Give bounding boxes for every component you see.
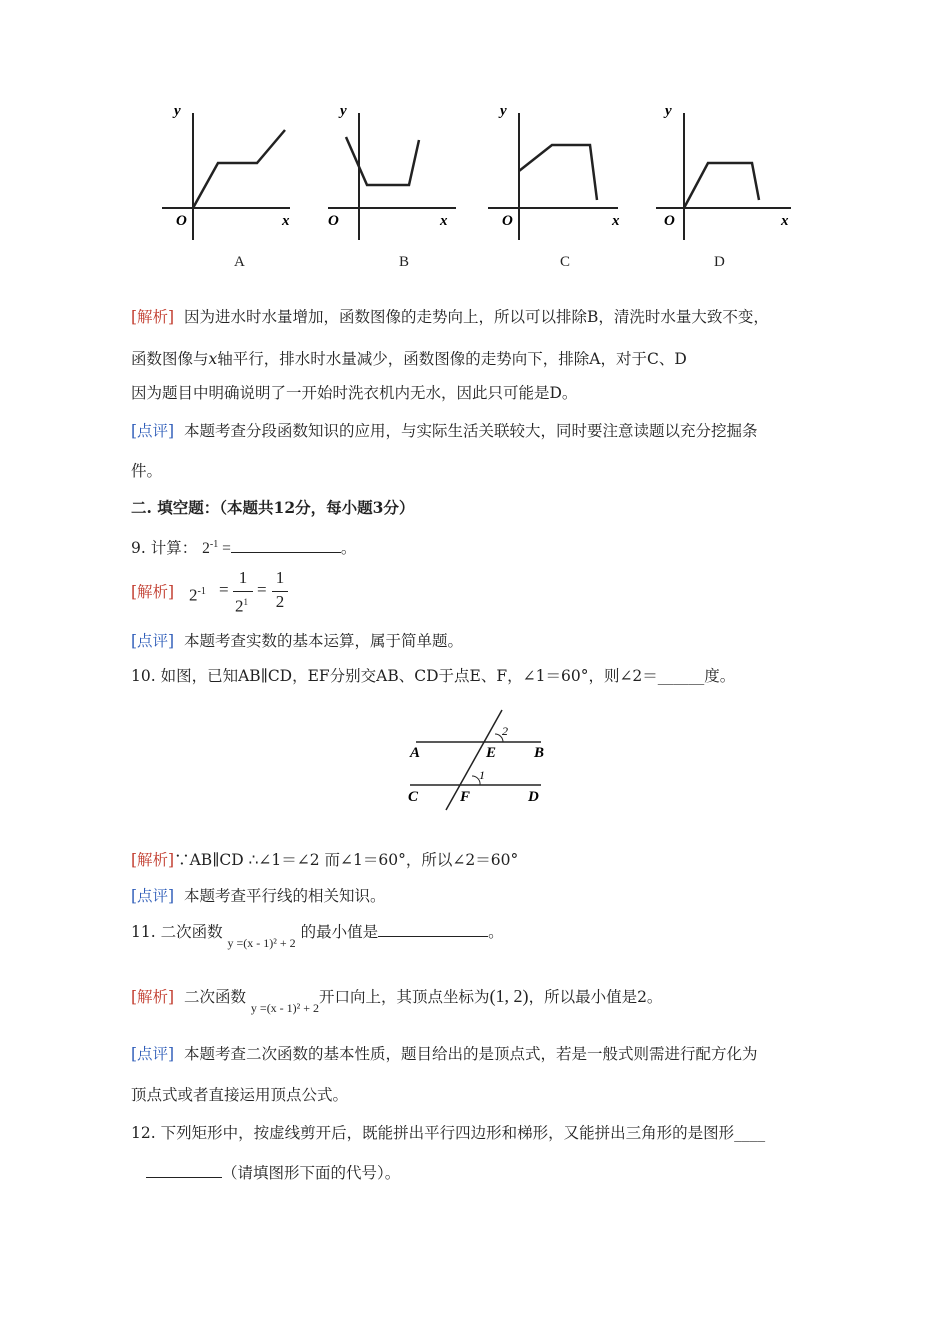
q12-answer-blank[interactable] [146,1163,222,1178]
fig-label-D: D [528,789,539,805]
graph-d [656,103,791,240]
fig-label-C: C [408,789,419,805]
q11-formula: y =(x - 1)² + 2 [227,936,296,950]
q9-answer-blank[interactable] [231,538,341,553]
fig-label-2: 2 [502,724,508,738]
fig-label-B: B [534,745,545,761]
graph-b-x-label: x [440,213,448,229]
fig-label-F: F [460,789,471,805]
q8-jiexi-line2: 函数图像与x轴平行，排水时水量减少，函数图像的走势向下，排除A，对于C、D [131,350,687,368]
jiexi-tag: [解析] [131,308,175,326]
graph-d-caption: D [714,254,725,270]
q12-question: 12. 下列矩形中，按虚线剪开后，既能拼出平行四边形和梯形，又能拼出三角形的是图形____ [131,1124,766,1142]
q8-jiexi-line1: 因为进水时水量增加，函数图像的走势向上，所以可以排除B，清洗时水量大致不变， [183,308,769,326]
graph-a [162,103,290,240]
q10-jiexi: [解析]∵AB∥CD ∴∠1＝∠2 而∠1＝60°，所以∠2＝60° [131,851,519,869]
graph-a-origin-label: O [176,213,187,229]
section-title: 二. 填空题：（本题共12分，每小题3分） [131,498,415,517]
graph-c-origin-label: O [502,213,513,229]
q11-dianping-line2: 顶点式或者直接运用顶点公式。 [131,1086,349,1104]
graph-d-y-label: y [665,103,672,119]
q11-jiexi: [解析] 二次函数 $_{y =(x - 1)^2 + 2}$开口向上，其顶点坐标为(1, 2)，所以最小值是2。 [131,986,663,1015]
graph-d-origin-label: O [664,213,675,229]
graph-a-y-label: y [174,103,181,119]
q11-answer-blank[interactable] [378,922,488,937]
q9-dianping: [点评] 本题考查实数的基本运算，属于简单题。 [131,632,463,650]
q11-question: 11. 二次函数 $_{y =(x - 1)^2 + 2}$ 的最小值是 。 [131,923,504,950]
fig-label-E: E [486,745,497,761]
q10-dianping: [点评] 本题考查平行线的相关知识。 [131,887,386,905]
graph-c-y-label: y [500,103,507,119]
parallel-lines-figure [400,704,560,814]
q8-dianping: [点评] 本题考查分段函数知识的应用，与实际生活关联较大，同时要注意读题以充分挖掘条 [131,422,758,440]
graph-b-caption: B [399,254,410,270]
graph-d-x-label: x [781,213,789,229]
dianping-tag: [点评] [131,422,175,440]
fig-label-A: A [410,745,421,761]
graph-c-caption: C [560,254,571,270]
q10-question: 10. 如图，已知AB∥CD，EF分别交AB、CD于点E、F，∠1＝60°，则∠2＝______度。 [131,667,736,685]
q8-dianping-line2: 件。 [131,462,163,480]
function-graphs-figure [150,95,810,285]
graph-b [328,103,456,240]
q8-jiexi-line3: 因为题目中明确说明了一开始时洗衣机内无水，因此只可能是D。 [131,384,578,402]
graph-b-y-label: y [340,103,347,119]
graph-a-caption: A [234,254,245,270]
fig-label-1: 1 [479,768,485,782]
graph-c-x-label: x [612,213,620,229]
graph-a-x-label: x [282,213,290,229]
q9-question: 9. 计算： $2^{-1}$ = 。 [131,539,357,558]
q12-line2: （请填图形下面的代号）。 [146,1163,400,1183]
q11-dianping: [点评] 本题考查二次函数的基本性质，题目给出的是顶点式，若是一般式则需进行配方化为 [131,1045,758,1063]
graph-b-origin-label: O [328,213,339,229]
q8-jiexi [131,307,769,327]
graph-c [488,103,620,240]
